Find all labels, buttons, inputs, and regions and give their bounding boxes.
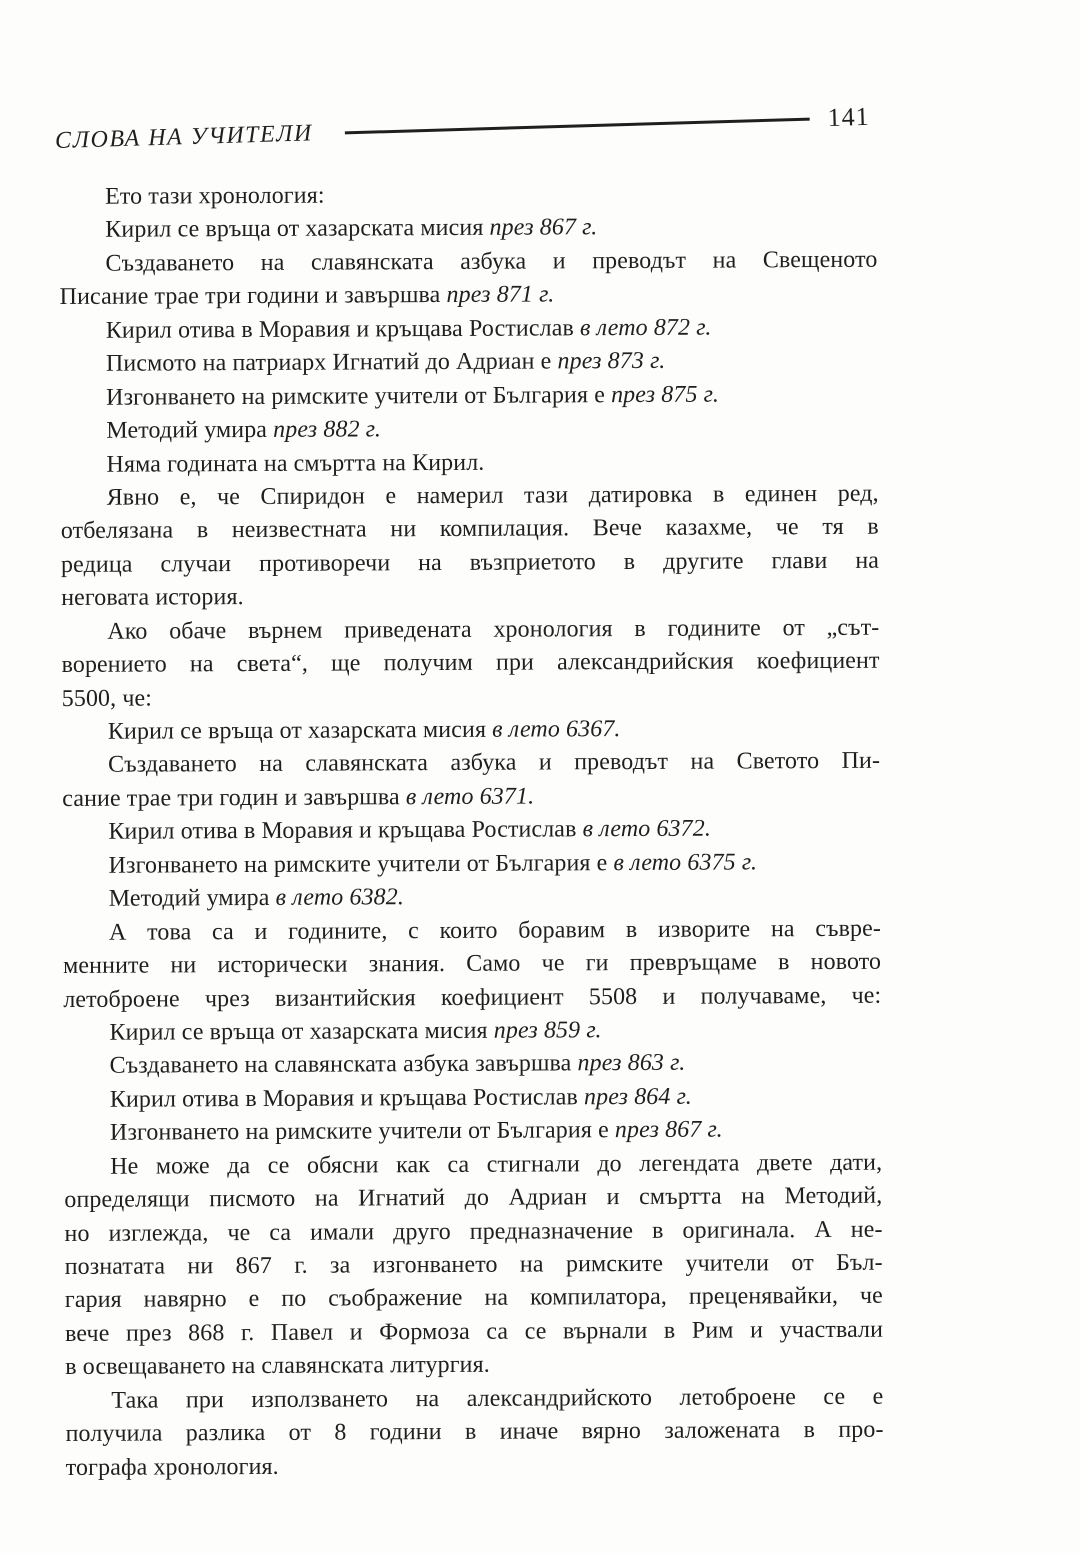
text-line (64, 1146, 882, 1184)
text-segment: Писмото на патриарх Игнатий до Адриан е (105, 348, 558, 377)
text-line (63, 912, 881, 950)
text-segment: Кирил се връща от хазарската мисия (107, 716, 493, 745)
text-line (63, 979, 881, 1017)
text-segment: Изгонването на римските учители от България е (106, 381, 612, 411)
text-line (62, 712, 880, 750)
date-phrase-italic: през 867 г. (489, 214, 598, 242)
text-segment: Изгонването на римските учители от България е (108, 849, 614, 879)
text-segment: Кирил отива в Моравия и кръщава Ростислав (105, 315, 581, 344)
text-segment: Ако обаче върнем приведената хронология в годините от „сът- (107, 614, 880, 645)
text-line (62, 779, 880, 817)
text-line (63, 1013, 881, 1051)
text-line (64, 1080, 882, 1118)
text-segment: Създаването на славянската азбука и преводът на Светото Пи- (107, 748, 881, 779)
text-line (65, 1247, 883, 1285)
date-phrase-italic: през 864 г. (583, 1083, 692, 1111)
text-line (60, 277, 878, 315)
text-line (61, 611, 879, 649)
text-line (61, 645, 879, 683)
text-line (65, 1280, 883, 1318)
page-header (55, 102, 871, 156)
text-segment: Ето тази хронология: (105, 182, 325, 210)
text-segment: получила разлика от 8 години в иначе вярно заложената в про- (65, 1416, 884, 1448)
date-phrase-italic: в лето 6382. (275, 884, 405, 912)
text-segment: А това са и годините, с които боравим в изворите на съвре- (108, 915, 881, 946)
text-segment: Създаването на славянската азбука и преводът на Свещеното (105, 246, 878, 277)
text-segment: Кирил отива в Моравия и кръщава Ростислав (109, 1084, 585, 1113)
text-segment: Изгонването на римските учители от България е (109, 1117, 615, 1146)
text-line (61, 511, 879, 549)
text-line (61, 478, 879, 516)
text-segment: Кирил се връща от хазарската мисия (105, 215, 490, 244)
text-line (65, 1380, 883, 1418)
text-segment: летоброене чрез византийския коефициент 5508 и получаваме, че: (63, 982, 882, 1013)
text-line (59, 177, 877, 215)
text-segment: ворението на света“, ще получим при александрийския коефициент (61, 647, 880, 679)
text-line (60, 411, 878, 449)
text-segment: Кирил отива в Моравия и кръщава Ростислав (108, 816, 583, 846)
date-phrase-italic: през 859 г. (493, 1017, 602, 1044)
text-line (59, 210, 877, 248)
text-line (65, 1414, 883, 1452)
running-title: СЛОВА НА УЧИТЕЛИ (54, 119, 314, 154)
text-segment: 5500, че: (61, 685, 153, 712)
text-line (64, 1113, 882, 1151)
text-segment: тографа хронология. (65, 1453, 279, 1481)
text-line (62, 812, 880, 850)
text-segment: определящи писмото на Игнатий до Адриан и смъртта на Методий, (64, 1182, 883, 1214)
text-segment: Методий умира (106, 416, 274, 444)
date-phrase-italic: в лето 6367. (492, 716, 621, 743)
text-line (64, 1180, 882, 1218)
page-body (59, 177, 884, 1485)
text-segment: познатата ни 867 г. за изгонването на римските учители от Бъл- (64, 1249, 883, 1280)
text-segment: Не може да се обясни как са стигнали до легендата двете дати, (110, 1149, 883, 1180)
text-line (63, 946, 881, 984)
text-segment: в освещаването на славянската литургия. (65, 1352, 490, 1381)
date-phrase-italic: през 875 г. (610, 381, 719, 408)
text-line (63, 845, 881, 883)
text-line (59, 244, 877, 282)
text-segment: Явно е, че Спиридон е намерил тази датировка в единен ред, (106, 480, 879, 511)
text-segment: но изглежда, че са имали друго предназначение в оригинала. А не- (64, 1216, 883, 1247)
text-line (64, 1046, 882, 1084)
text-line (65, 1314, 883, 1352)
text-line (62, 678, 880, 716)
text-segment: гария навярно е по съображение на компилатора, преценявайки, че (64, 1283, 883, 1314)
text-segment: менните ни исторически знания. Само че ги превръщаме в новото (63, 948, 882, 980)
date-phrase-italic: през 882 г. (273, 416, 382, 443)
date-phrase-italic: през 867 г. (614, 1116, 723, 1144)
text-segment: сание трае три годин и завършва (62, 784, 406, 812)
date-phrase-italic: в лето 6371. (405, 783, 535, 811)
date-phrase-italic: през 871 г. (446, 281, 555, 309)
date-phrase-italic: в лето 6375 г. (613, 849, 758, 876)
text-segment: неговата история. (61, 584, 244, 612)
text-segment: Кирил се връща от хазарската мисия (109, 1017, 494, 1046)
text-segment: вече през 868 г. Павел и Формоза са се върнали в Рим и участвали (64, 1316, 884, 1347)
text-line (60, 444, 878, 482)
text-segment: редица случаи противоречи на възприетото в другите глави на (60, 547, 880, 578)
text-segment: Така при използването на александрийското летоброене се е (111, 1383, 884, 1414)
text-line (60, 377, 878, 415)
text-line (60, 344, 878, 382)
date-phrase-italic: през 873 г. (557, 348, 666, 375)
header-rule (345, 117, 810, 134)
text-segment: Методий умира (108, 885, 276, 912)
text-line (65, 1347, 883, 1385)
text-segment: Създаването на славянската азбука завършва (109, 1050, 578, 1080)
text-segment: отбелязана в неизвестната ни компилация. Вече казахме, че тя в (60, 514, 879, 545)
text-line (60, 310, 878, 348)
text-segment: Писание трае три години и завършва (59, 282, 447, 311)
text-line (62, 745, 880, 783)
text-line (66, 1447, 884, 1485)
date-phrase-italic: в лето 6372. (582, 815, 712, 843)
date-phrase-italic: през 863 г. (577, 1050, 686, 1077)
date-phrase-italic: в лето 872 г. (579, 314, 712, 342)
text-line (63, 879, 881, 917)
page-number: 141 (827, 101, 871, 133)
text-segment: Няма годината на смъртта на Кирил. (106, 449, 485, 478)
text-line (61, 578, 879, 616)
text-line (61, 545, 879, 583)
text-line (64, 1213, 882, 1251)
